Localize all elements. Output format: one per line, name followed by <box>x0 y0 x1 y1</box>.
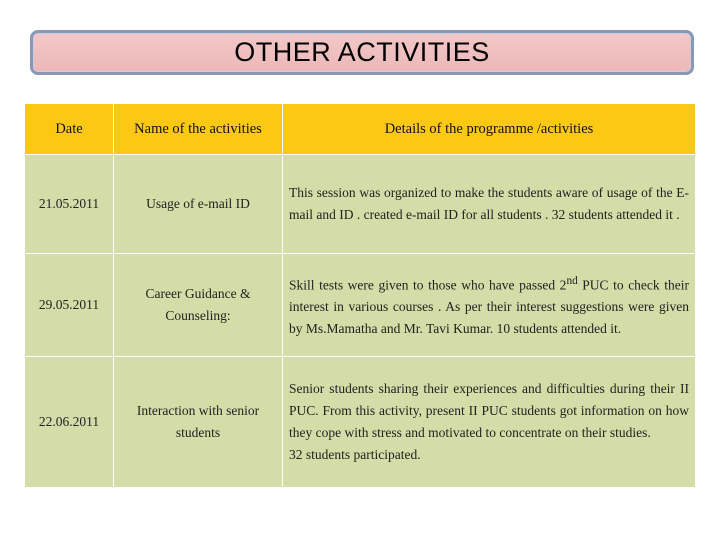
title-banner <box>30 30 694 75</box>
row-activity-name: Career Guidance & Counseling: <box>114 254 283 357</box>
row-details: This session was organized to make the students aware of usage of the E-mail and ID . created e-mail ID for all students . 32 students attended it . <box>283 155 696 254</box>
table-row <box>25 155 696 254</box>
page-title: OTHER ACTIVITIES <box>234 37 490 67</box>
row-details-text: Senior students sharing their experiences and difficulties during their II PUC. From this activity, present II PUC students got information on how they cope with stress and motivated to concentrate on their studies. <box>289 381 689 440</box>
row-details <box>283 357 696 488</box>
row-date: 29.05.2011 <box>25 254 114 357</box>
activities-table <box>24 103 696 488</box>
header-date: Date <box>25 104 114 155</box>
row-activity-name: Usage of e-mail ID <box>114 155 283 254</box>
row-details-text-continued: PUC to check their interest in various courses . As per their interest suggestions were given by Ms.Mamatha and Mr. Tavi Kumar. 10 students attended it. <box>289 277 689 337</box>
ordinal-superscript: nd <box>566 274 578 287</box>
row-date: 21.05.2011 <box>25 155 114 254</box>
row-details-participants: 32 students participated. <box>289 447 421 462</box>
row-activity-name: Interaction with senior students <box>114 357 283 488</box>
row-date: 22.06.2011 <box>25 357 114 488</box>
table-row <box>25 357 696 488</box>
header-details: Details of the programme /activities <box>283 104 696 155</box>
table-header-row <box>25 104 696 155</box>
row-details-text: Skill tests were given to those who have passed 2 <box>289 277 567 293</box>
header-activity-name: Name of the activities <box>114 104 283 155</box>
row-details <box>283 254 696 357</box>
table-row <box>25 254 696 357</box>
